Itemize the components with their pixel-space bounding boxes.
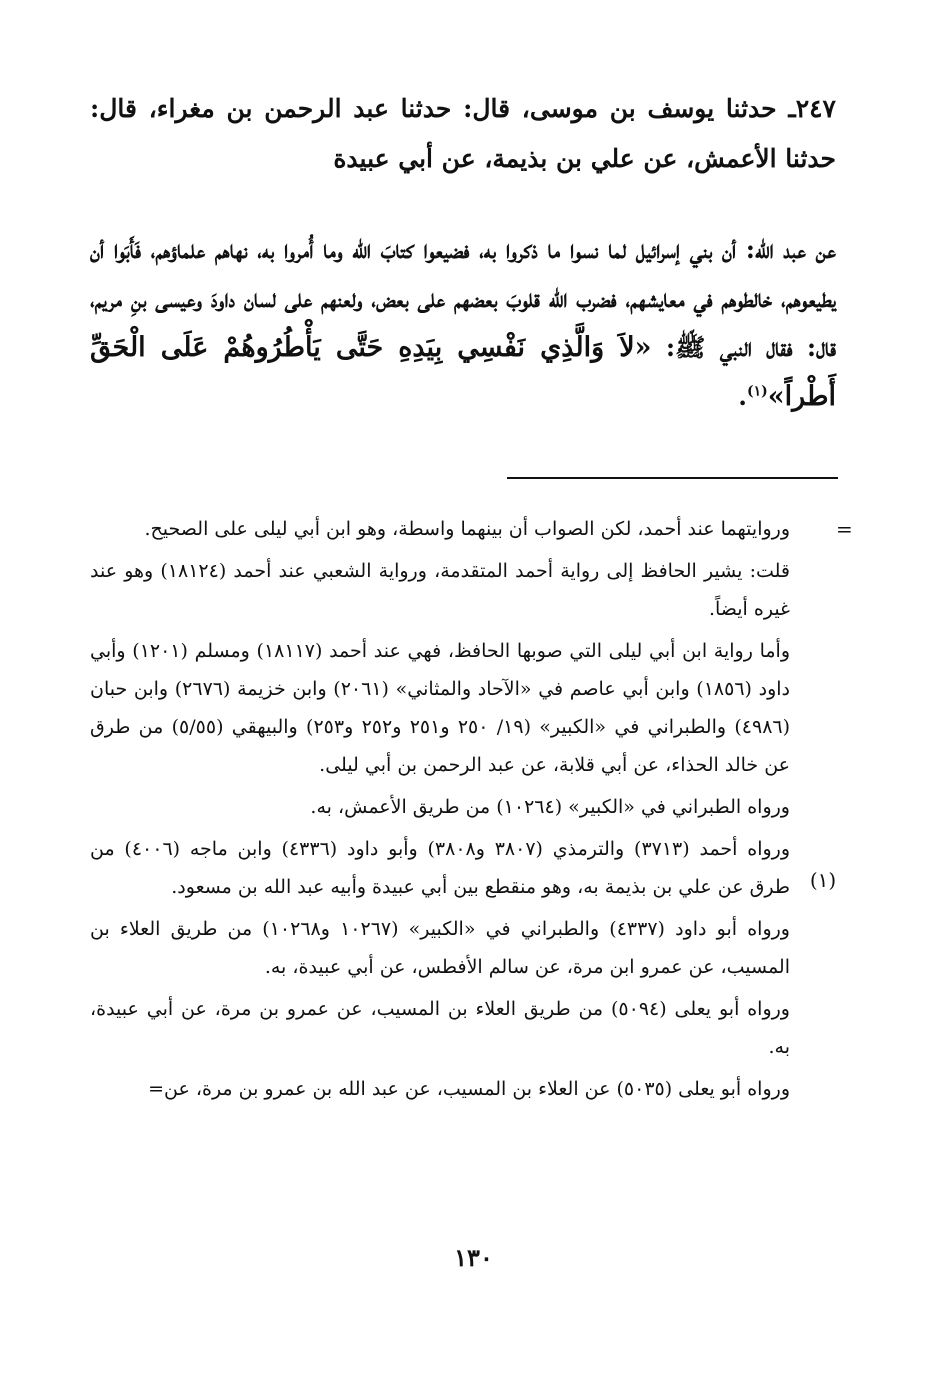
footnote-reference[interactable]: (١) [746, 383, 768, 400]
end-mark: . [738, 382, 747, 411]
footnote-paragraph: وأما رواية ابن أبي ليلى التي صوبها الحافظ، فهي عند أحمد (١٨١١٧) ومسلم (١٢٠١) وأبي داود (١٨٥٦) وابن أبي عاصم في «الآحاد والمثاني» (٢٠٦١) وابن خزيمة (٢٦٧٦) وابن حبان (٤٩٨٦) والطبراني في «الكبير» (١٩/ ٢٥٠ و٢٥١ و٢٥٢ و٢٥٣) والبيهقي (٥/٥٥) من طرق عن خالد الحذاء، عن أبي قلابة، عن عبد الرحمن بن أبي ليلى. [90, 640, 791, 776]
footnote-separator [507, 477, 838, 479]
footnote-paragraph: ورواه الطبراني في «الكبير» (١٠٢٦٤) من طريق الأعمش، به. [310, 796, 790, 818]
prophetic-quote: «لاَ وَالَّذِي نَفْسِي بِيَدِهِ حَتَّى يَأْطُرُوهُمْ عَلَى الْحَقِّ أَطْراً» [90, 332, 836, 412]
footnote-paragraph: ورواه أبو يعلى (٥٠٣٥) عن العلاء بن المسيب، عن عبد الله بن عمرو بن مرة، عن= [148, 1078, 790, 1100]
page-number: ١٣٠ [454, 1243, 493, 1272]
footnote-paragraph: ورواه أبو يعلى (٥٠٩٤) من طريق العلاء بن المسيب، عن عمرو بن مرة، عن أبي عبيدة، به. [90, 998, 790, 1058]
hadith-isnad: ٢٤٧ـ حدثنا يوسف بن موسى، قال: حدثنا عبد الرحمن بن مغراء، قال: حدثنا الأعمش، عن علي بن بذيمة، عن أبي عبيدة [90, 94, 836, 173]
continuation-marker: = [836, 517, 853, 541]
hadith-matn [90, 225, 836, 421]
hadith-text: عن عبد الله: أن بني إسرائيل لما نسوا ما ذكروا به، فضيعوا كتابَ الله وما أُمروا به، نهاهم علماؤهم، فَأَبَوا أن يطيعوهم، خالطوهم في معايشهم، فضرب الله قلوبَ بعضهم على بعض، ولعنهم على لسان داودَ وعيسى بنِ مريم، قال: فقال النبي ﷺ: [90, 235, 836, 362]
footnote-paragraph: ورواه أبو داود (٤٣٣٧) والطبراني في «الكبير» (١٠٢٦٧ و١٠٢٦٨) من طريق العلاء بن المسيب، عن عمرو ابن مرة، عن سالم الأفطس، عن أبي عبيدة، به. [90, 918, 790, 978]
footnotes [90, 510, 790, 1112]
footnote-paragraph: وروايتهما عند أحمد، لكن الصواب أن بينهما واسطة، وهو ابن أبي ليلى على الصحيح. [144, 518, 790, 540]
footnote-paragraph: قلت: يشير الحافظ إلى رواية أحمد المتقدمة، ورواية الشعبي عند أحمد (١٨١٢٤) وهو عند غيره أيضاً. [90, 560, 790, 620]
footnote-paragraph: ورواه أحمد (٣٧١٣) والترمذي (٣٨٠٧ و٣٨٠٨) وأبو داود (٤٣٣٦) وابن ماجه (٤٠٠٦) من طرق عن علي بن بذيمة به، وهو منقطع بين أبي عبيدة وأبيه عبد الله بن مسعود. [90, 838, 790, 898]
footnote-number: (١) [809, 868, 837, 892]
